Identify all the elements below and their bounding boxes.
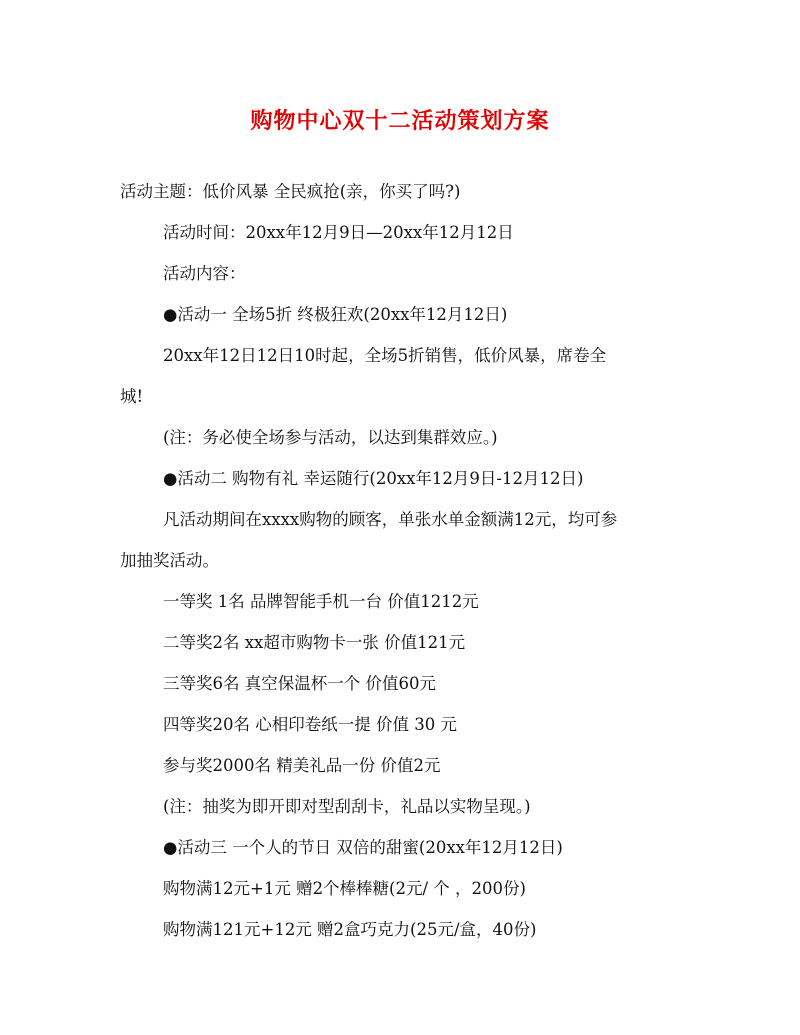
document-title: 购物中心双十二活动策划方案 [250,108,550,134]
activity-two-note: (注：抽奖为即开即对型刮刮卡，礼品以实物呈现。) [163,797,531,816]
prize-participation: 参与奖2000名 精美礼品一份 价值2元 [163,756,441,775]
activity-two-heading: ●活动二 购物有礼 幸运随行(20xx年12月9日-12月12日) [163,469,584,488]
prize-fourth: 四等奖20名 心相印卷纸一提 价值 30 元 [163,715,457,734]
gift-lollipop-line: 购物满12元+1元 赠2个棒棒糖(2元/ 个 ，200份) [163,879,526,898]
activity-content-heading: 活动内容： [163,264,246,283]
activity-two-desc-line2: 加抽奖活动。 [120,551,219,570]
activity-one-desc-line1: 20xx年12日12日10时起，全场5折销售，低价风暴，席卷全 [163,346,607,365]
activity-one-desc-line2: 城! [120,387,144,406]
prize-third: 三等奖6名 真空保温杯一个 价值60元 [163,674,436,693]
activity-three-heading: ●活动三 一个人的节日 双倍的甜蜜(20xx年12月12日) [163,838,563,857]
activity-one-heading: ●活动一 全场5折 终极狂欢(20xx年12月12日) [163,305,508,324]
gift-chocolate-line: 购物满121元+12元 赠2盒巧克力(25元/盒，40份) [163,920,537,939]
prize-first: 一等奖 1名 品牌智能手机一台 价值1212元 [163,592,479,611]
activity-theme-line: 活动主题：低价风暴 全民疯抢(亲，你买了吗?) [120,182,461,201]
activity-two-desc-line1: 凡活动期间在xxxx购物的顾客，单张水单金额满12元，均可参 [163,510,618,529]
activity-one-note: (注：务必使全场参与活动，以达到集群效应。) [163,428,498,447]
prize-second: 二等奖2名 xx超市购物卡一张 价值121元 [163,633,466,652]
activity-time-line: 活动时间：20xx年12月9日—20xx年12月12日 [163,223,514,242]
